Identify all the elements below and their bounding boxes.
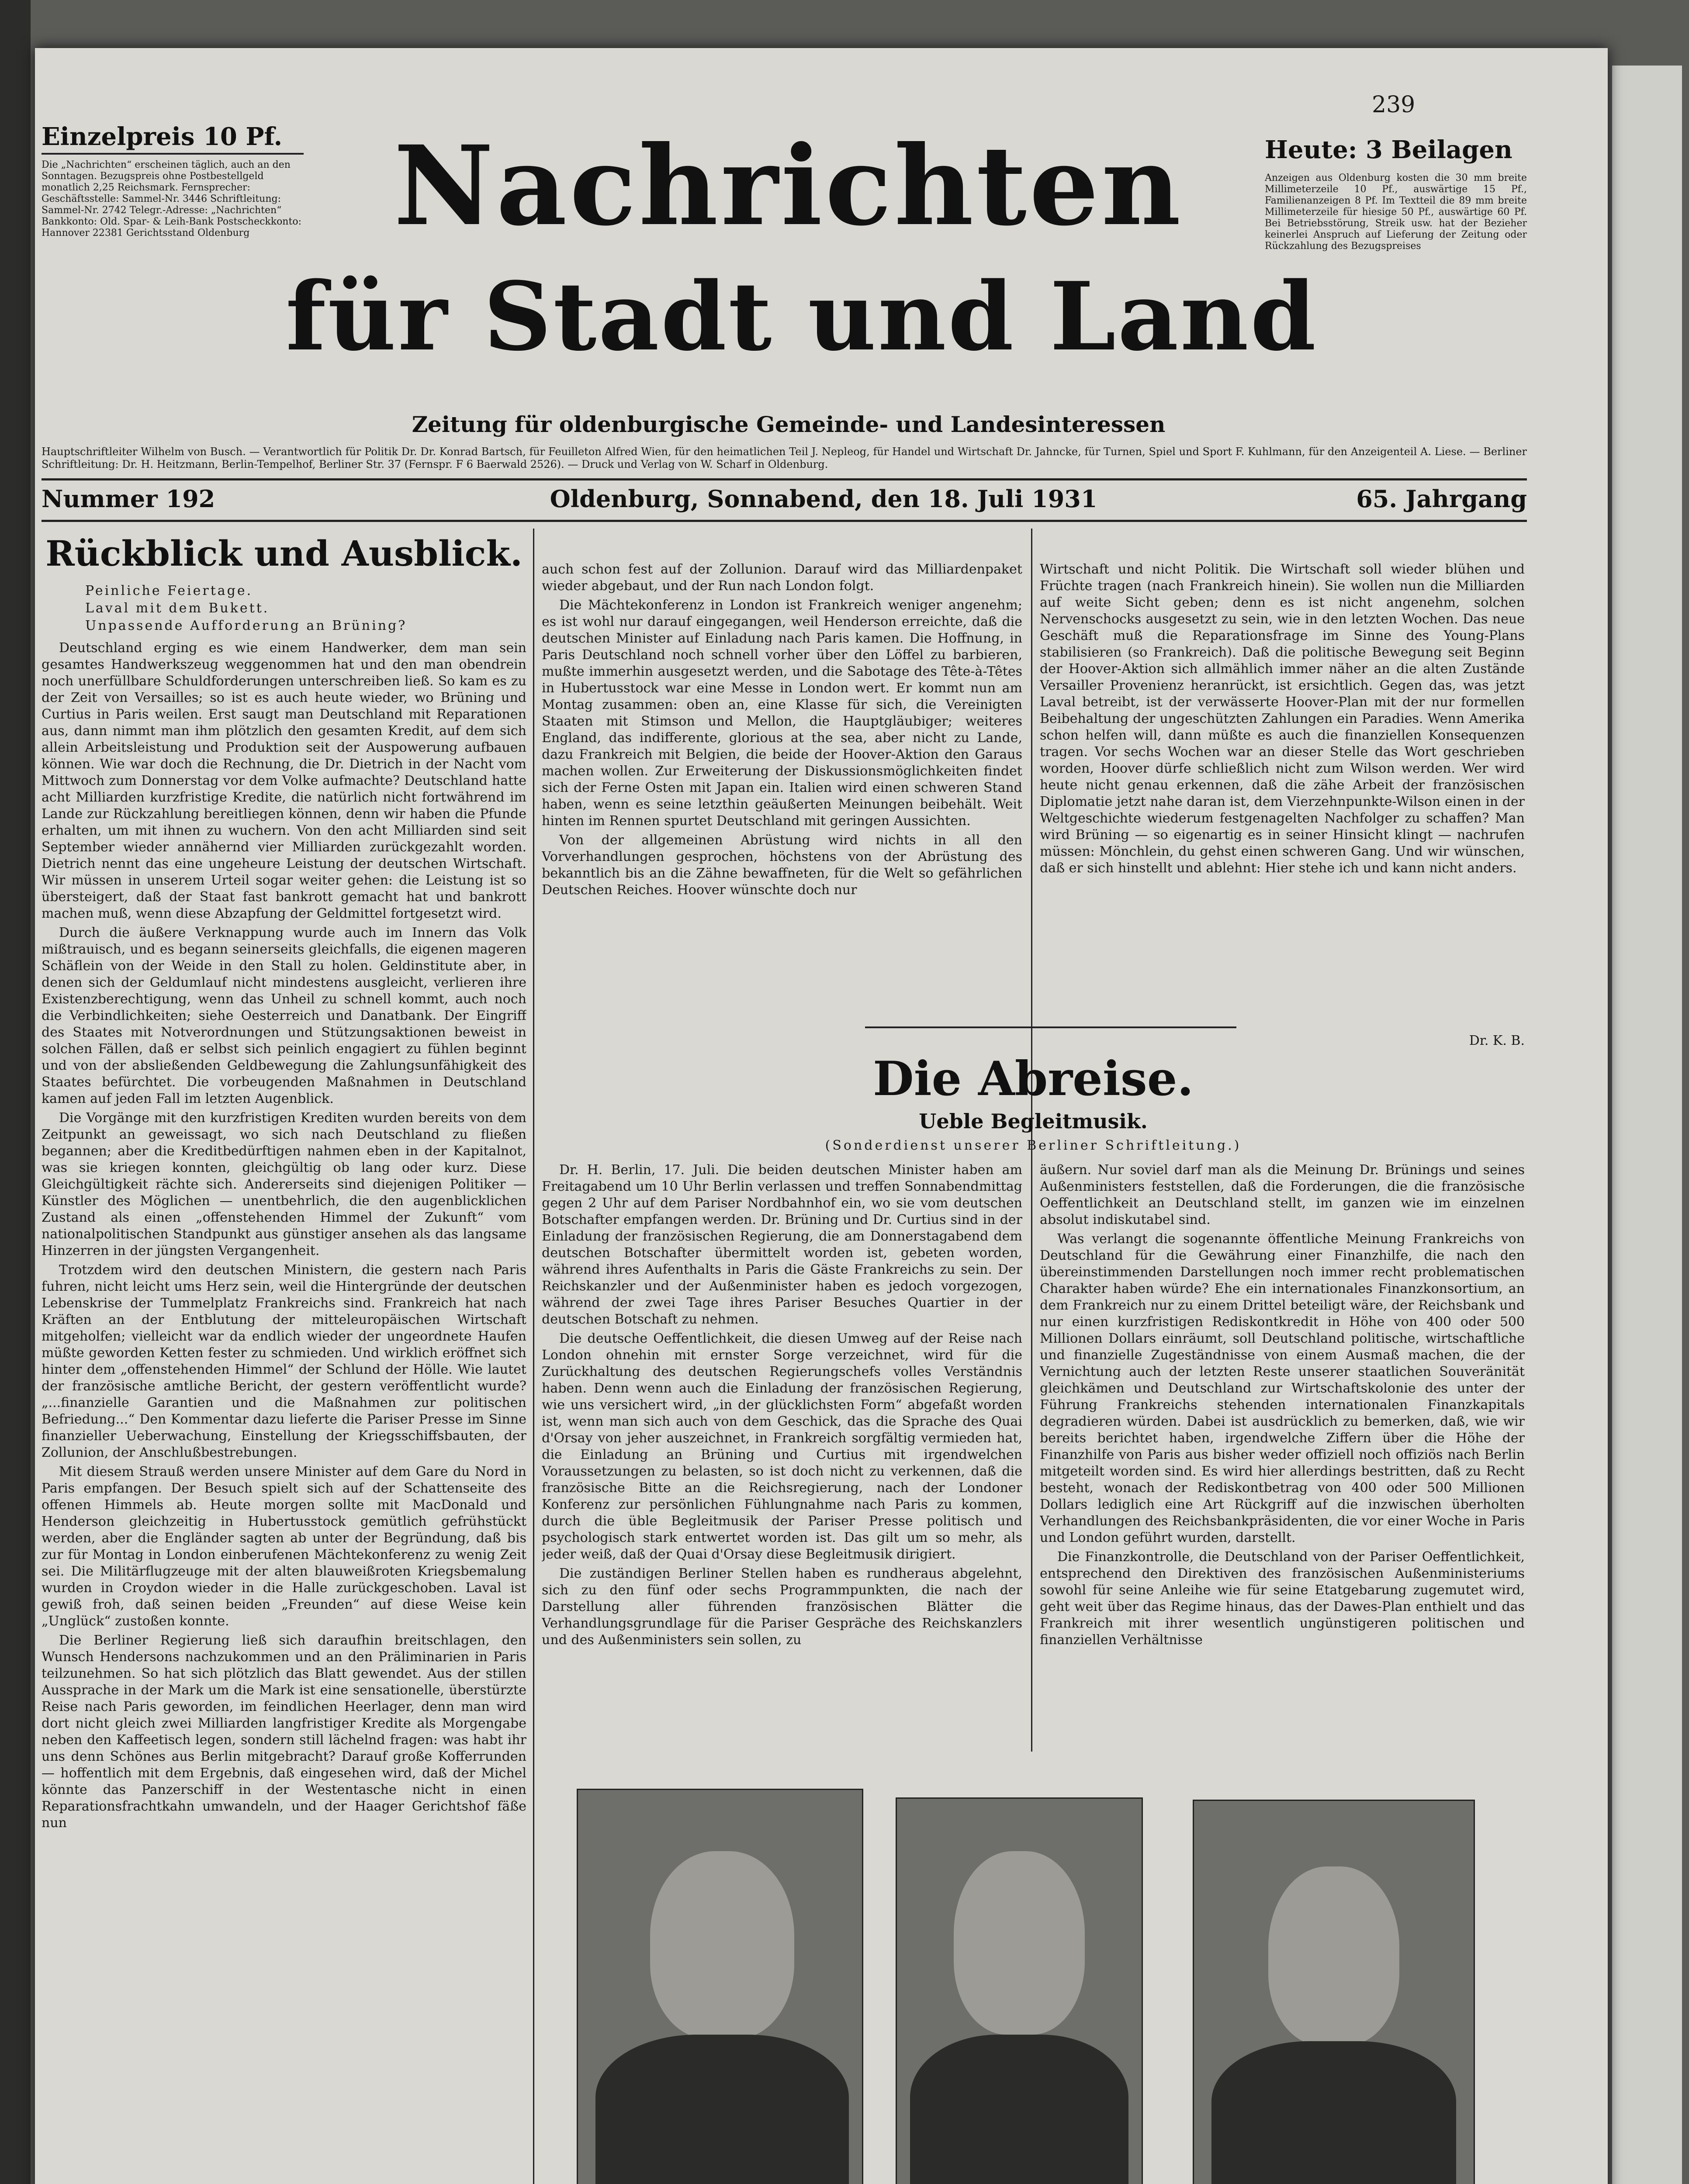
article2-paragraph: Die deutsche Oeffentlichkeit, die diesen Umweg auf der Reise nach London ohnehin mit ernster Sorge verzeichnet, wird für die Zurückhaltung des deutschen Regierungschefs volles Verständnis haben. Denn wenn auch die Einladung der französischen Regierung, wie uns versichert wird, „in der glücklichsten Form“ abgefaßt worden ist, wenn man sich auch von dem Geschick, das die Sprache des Quai d'Orsay von jeher auszeichnet, in Frankreich sorgfältig vermieden hat, die Einladung an Brüning und Curtius mit irgendwelchen Voraussetzungen zu belasten, so ist doch nicht zu verkennen, daß die französische Bitte an die Reichsregierung, nach der Londoner Konferenz zur persönlichen Fühlungnahme nach Paris zu kommen, durch die üble Begleitmusik der Pariser Presse politisch und psychologisch stark entwertet worden ist. Das gilt um so mehr, als jeder weiß, daß der Quai d'Orsay diese Begleitmusik dirigiert. <box>542 1331 1022 1562</box>
article1-paragraph: auch schon fest auf der Zollunion. Darauf wird das Milliardenpaket wieder abgebaut, und der Run nach London folgt. <box>542 562 1022 594</box>
article1-paragraph: Deutschland erging es wie einem Handwerker, dem man sein gesamtes Handwerkszeug weggenommen hat und den man obendrein noch unerfüllbare Schuldforderungen unterschreiben ließ. So kam es zu der Zeit von Versailles; so ist es auch heute wieder, wo Brüning und Curtius in Paris weilen. Erst saugt man Deutschland mit Reparationen aus, dann nimmt man ihm plötzlich den gesamten Kredit, auf dem sich allein Arbeitsleistung und Produktion seit der Auspowerung aufbauen können. Wie war doch die Rechnung, die Dr. Dietrich in der Nacht vom Mittwoch zum Donnerstag vor dem Volke aufmachte? Deutschland hatte acht Milliarden kurzfristige Kredite, die natürlich nicht fortwährend im Lande zur Rückzahlung bereitliegen können, denn wir haben die Pfunde erhalten, um mit ihnen zu wuchern. Von den acht Milliarden sind seit September wieder annähernd vier Milliarden zurückgezahlt worden. Dietrich nennt das eine ungeheure Leistung der deutschen Wirtschaft. Wir müssen in unserem Urteil sogar weiter gehen: die Leistung ist so übersteigert, daß der Staat fast bankrott gemacht hat und bankrott machen muß, wenn diese Abzapfung der Geldmittel fortgesetzt wird. <box>42 640 526 921</box>
issue-rule-top <box>42 478 1527 480</box>
price-underline <box>42 153 304 155</box>
issue-rule-bottom <box>42 520 1527 522</box>
portrait-photo-schaeffer <box>896 1797 1143 2184</box>
supplements-label: Heute: 3 Beilagen <box>1265 135 1512 164</box>
article1-kicker3: Unpassende Aufforderung an Brüning? <box>85 618 407 633</box>
article2-subhead: Ueble Begleitmusik. <box>919 1109 1148 1133</box>
portrait-suit <box>1211 2041 1456 2184</box>
article2-paragraph: Dr. H. Berlin, 17. Juli. Die beiden deutschen Minister haben am Freitagabend um 10 Uhr Berlin verlassen und treffen Sonnabendmittag gegen 2 Uhr auf dem Pariser Nordbahnhof ein, wo sie vom deutschen Botschafter empfangen werden. Dr. Brüning und Dr. Curtius sind in der Einladung der französischen Regierung, die am Donnerstagabend dem deutschen Botschafter übermittelt worden ist, gebeten worden, während ihres Aufenthalts in Paris die Gäste Frankreichs zu sein. Der Reichskanzler und der Außenminister haben es jedoch vorgezogen, während der zwei Tage ihres Pariser Besuches Quartier in der deutschen Botschaft zu nehmen. <box>542 1162 1022 1327</box>
article2-column3 <box>1040 1162 1525 1800</box>
article1-paragraph: Die Mächtekonferenz in London ist Frankreich weniger angenehm; es ist wohl nur darauf eingegangen, weil Henderson erreichte, daß die deutschen Minister auf Einladung nach Paris kamen. Die Hoffnung, in Paris Deutschland noch schnell vorher über den Löffel zu barbieren, mußte immerhin ausgesetzt werden, und die Sabotage des Tête-à-Têtes in Hubertusstock war eine Messe in London wert. Er kommt nun am Montag zusammen: oben an, eine Klasse für sich, die Vereinigten Staaten mit Stimson und Mellon, die Hauptgläubiger; weiteres England, das indifferente, glorious at the sea, aber nicht zu Lande, dazu Frankreich mit Belgien, die beide der Hoover-Aktion den Garaus machen wollen. Zur Erweiterung der Diskussionsmöglichkeiten findet sich der Ferne Osten mit Japan ein. Italien wird einen schweren Stand haben, wenn es seine letzthin geäußerten Meinungen beibehält. Weit hinten im Rennen spurtet Deutschland mit geringen Aussichten. <box>542 598 1022 829</box>
article1-kicker2: Laval mit dem Bukett. <box>85 601 270 616</box>
portrait-face <box>954 1851 1085 2035</box>
article2-separator <box>865 1026 1236 1028</box>
article1-kicker1: Peinliche Feiertage. <box>85 583 253 598</box>
binding-edge <box>0 0 31 2184</box>
newspaper-page <box>35 48 1608 2184</box>
article1-column3 <box>1040 561 1525 1029</box>
article1-paragraph: Mit diesem Strauß werden unsere Minister auf dem Gare du Nord in Paris empfangen. Der Besuch spielt sich auf der Schattenseite des offenen Himmels ab. Heute morgen sollte mit MacDonald und Henderson gleichzeitig in Hubertusstock gemütlich gefrühstückt werden, aber die Engländer sagten ab unter der Begründung, daß bis zur für Montag in London einberufenen Mächtekonferenz zu wenig Zeit sei. Die Militärflugzeuge mit der alten blauweißroten Kriegsbemalung wurden in Croydon wieder in die Halle zurückgeschoben. Laval ist gewiß froh, daß seinen beiden „Freunden“ auf diese Weise kein „Unglück“ zustoßen konnte. <box>42 1464 526 1629</box>
article2-paragraph: äußern. Nur soviel darf man als die Meinung Dr. Brünings und seines Außenministers feststellen, daß die Forderungen, die die französische Oeffentlichkeit an Deutschland stellt, im ganzen wie im einzelnen absolut indiskutabel sind. <box>1040 1162 1525 1227</box>
article1-paragraph: Die Vorgänge mit den kurzfristigen Krediten wurden bereits von dem Zeitpunkt an geweissagt, wo sich nach Deutschland zu fließen begannen; aber die Kreditbedürftigen nahmen eben in der Kapitalnot, was sie kriegen konnten, gleichgültig ob lang oder kurz. Diese Gleichgültigkeit rächte sich. Andererseits sind diejenigen Politiker — Künstler des Möglichen — unentbehrlich, die den augenblicklichen Zustand als einen „offenstehenden Himmel der Zukunft“ vom nationalpolitischen Standpunkt aus günstiger ansehen als das langsame Hinzerren in der jüngsten Vergangenheit. <box>42 1110 526 1258</box>
article1-signature: Dr. K. B. <box>1469 1033 1525 1048</box>
masthead-title-line1: Nachrichten <box>394 121 1184 250</box>
article2-headline: Die Abreise. <box>872 1051 1194 1106</box>
portrait-face <box>1268 1866 1399 2046</box>
portrait-suit <box>910 2035 1128 2184</box>
imprint-line: Hauptschriftleiter Wilhelm von Busch. — Verantwortlich für Politik Dr. Dr. Konrad Bartsch, für Feuilleton Alfred Wien, für den heimatlichen Teil J. Nepleog, für Handel und Wirtschaft Dr. Jahncke, für Turnen, Spiel und Sport F. Kuhlmann, für den Anzeigenteil A. Liese. — Berliner Schriftleitung: Dr. H. Heitzmann, Berlin-Tempelhof, Berliner Str. 37 (Fernspr. F 6 Baerwald 2526). — Druck und Verlag von W. Scharf in Oldenburg. <box>42 446 1527 470</box>
price-label: Einzelpreis 10 Pf. <box>42 122 283 151</box>
masthead-subtitle: Zeitung für oldenburgische Gemeinde- und Landesinteressen <box>412 411 1166 437</box>
portrait-photo-buelow <box>577 1789 863 2184</box>
article2-paragraph: Die Finanzkontrolle, die Deutschland von der Pariser Oeffentlichkeit, entsprechend den Direktiven des französischen Außenministeriums sowohl für seine Anleihe wie für seine Etatgebarung zugemutet wird, geht weit über das Regime hinaus, das der Dawes-Plan enthielt und das Frankreich mit ihrer wesentlich ungünstigeren politischen und finanziellen Verhältnisse <box>1040 1549 1525 1648</box>
article1-paragraph: Durch die äußere Verknappung wurde auch im Innern das Volk mißtrauisch, und es begann seinerseits gleichfalls, die eigenen mageren Schäflein von der Weide in den Stall zu holen. Geldinstitute aber, in denen sich der Geldumlauf nicht mindestens ausgleicht, verlieren ihre Existenzberechtigung, wenn das Unheil zu schnell kommt, auch noch die Verbindlichkeiten; siehe Oesterreich und Danatbank. Der Eingriff des Staates mit Notverordnungen und Stützungsaktionen beweist in solchen Fällen, daß er selbst sich peinlich engagiert zu fühlen beginnt und von der absließenden Geldbewegung die Zahlungsunfähigkeit des Staates befürchtet. Die vorbeugenden Maßnahmen in Deutschland kamen auf jeden Fall im letzten Augenblick. <box>42 925 526 1106</box>
article1-headline: Rückblick und Ausblick. <box>45 533 523 574</box>
article2-paragraph: Die zuständigen Berliner Stellen haben es rundheraus abgelehnt, sich zu den fünf oder sechs Programmpunkten, die nach der Darstellung aller führenden französischen Blätter die Verhandlungsgrundlage für die Pariser Gespräche des Reichskanzlers und des Außenministers sein sollen, zu <box>542 1566 1022 1648</box>
portrait-photo-krosigk <box>1193 1800 1475 2184</box>
page-number: 239 <box>1372 92 1416 118</box>
dateline: Oldenburg, Sonnabend, den 18. Juli 1931 <box>550 485 1097 513</box>
volume: 65. Jahrgang <box>1356 485 1527 513</box>
page-edges <box>1612 66 1682 2184</box>
info-left: Die „Nachrichten“ erscheinen täglich, auch an den Sonntagen. Bezugspreis ohne Postbestellgeld monatlich 2,25 Reichsmark. Fernsprecher: Geschäftsstelle: Sammel-Nr. 3446 Schriftleitung: Sammel-Nr. 2742 Telegr.-Adresse: „Nachrichten“ Bankkonto: Old. Spar- & Leih-Bank Postscheckkonto: Hannover 22381 Gerichtsstand Oldenburg <box>42 159 301 238</box>
article1-column1 <box>42 640 526 2184</box>
article1-column2 <box>542 561 1022 1064</box>
article1-paragraph: Trotzdem wird den deutschen Ministern, die gestern nach Paris fuhren, nicht leicht ums Herz sein, weil die Hintergründe der deutschen Lebenskrise der Tummelplatz Frankreichs sind. Frankreich hat nach Kräften an der Entblutung der mitteleuropäischen Wirtschaft mitgeholfen; vielleicht war da endlich wieder der ungeordnete Haufen müßte geworden Ketten fester zu schmieden. Und wirklich eröffnet sich hinter dem „offenstehenden Himmel“ der Schlund der Hölle. Wie lautet der französische amtliche Bericht, der gestern veröffentlicht wurde? „...finanzielle Garantien und die Maßnahmen zur politischen Befriedung...“ Den Kommentar dazu lieferte die Pariser Presse im Sinne finanzieller Ueberwachung, Einstellung der Kriegsschiffsbauten, der Zollunion, der Anschlußbestrebungen. <box>42 1262 526 1460</box>
article2-byline: (Sonderdienst unserer Berliner Schriftleitung.) <box>825 1138 1242 1153</box>
article2-column2 <box>542 1162 1022 1800</box>
article2-paragraph: Was verlangt die sogenannte öffentliche Meinung Frankreichs von Deutschland für die Gewährung einer Finanzhilfe, die nach den übereinstimmenden Darstellungen noch immer recht problematischen Charakter haben würde? Ehe ein internationales Finanzkonsortium, an dem Frankreich nur zu einem Drittel beteiligt wäre, der Reichsbank und nur einen kurzfristigen Rediskontkredit in Höhe von 400 oder 500 Millionen Dollars einräumt, soll Deutschland politische, wirtschaftliche und finanzielle Zugeständnisse von einem Ausmaß machen, die der Vernichtung auch der letzten Reste unserer staatlichen Souveränität gleichkämen und Deutschland zur Wirtschaftskolonie des unter der Führung Frankreichs stehenden internationalen Finanzkapitals degradieren würden. Dabei ist ausdrücklich zu bemerken, daß, wie wir bereits berichtet haben, irgendwelche Ziffern über die Höhe der Finanzhilfe von Paris aus bisher weder offiziell noch offiziös nach Berlin mitgeteilt worden sind. Es wird hier allerdings bestritten, daß zu Recht besteht, wonach der Rediskontbetrag von 400 oder 500 Millionen Dollars lediglich eine Art Rückgriff auf die inzwischen überholten Verhandlungen des Reichsbankpräsidenten, die vor einer Woche in Paris und London geführt wurden, darstellt. <box>1040 1231 1525 1545</box>
article1-paragraph: Von der allgemeinen Abrüstung wird nichts in all den Vorverhandlungen gesprochen, höchstens von der Abrüstung des bekanntlich bis an die Zähne bewaffneten, für die Welt so gefährlichen Deutschen Reiches. Hoover wünschte doch nur <box>542 833 1022 898</box>
article1-paragraph: Wirtschaft und nicht Politik. Die Wirtschaft soll wieder blühen und Früchte tragen (nach Frankreich hinein). Sie wollen nun die Milliarden auf weite Sicht geben; denn es ist nicht angenehm, solchen Nervenschocks ausgesetzt zu sein, wie in den letzten Wochen. Das neue Geschäft muß die Reparationsfrage im Sinne des Young-Plans stabilisieren (so Frankreich). Daß die politische Bewegung seit Beginn der Hoover-Aktion sich allmählich immer näher an die alten Zustände Versailler Provenienz heranrückt, ist ersichtlich. Gegen das, was jetzt Laval betreibt, ist der verwässerte Hoover-Plan mit der nur formellen Beibehaltung der ungeschützten Zahlungen ein Paradies. Wenn Amerika schon helfen will, dann müßte es auch die finanziellen Konsequenzen tragen. Vor sechs Wochen war an dieser Stelle das Wort geschrieben worden, Hoover dürfe schließlich nicht zum Wilson werden. Wer wird heute nicht genau erkennen, daß die zähe Arbeit der französischen Diplomatie jetzt nahe daran ist, dem Vierzehnpunkte-Wilson einen in der Weltgeschichte wiederum festgenagelten Nachfolger zu schaffen? Man wird Brüning — so eigenartig es in seiner Hinsicht klingt — nachrufen müssen: Mönchlein, du gehst einen schweren Gang. Und wir wünschen, daß er sich hinstellt und ablehnt: Hier stehe ich und kann nicht anders. <box>1040 562 1525 876</box>
portrait-face <box>650 1851 794 2039</box>
info-right: Anzeigen aus Oldenburg kosten die 30 mm breite Millimeterzeile 10 Pf., auswärtige 15 Pf., Familienanzeigen 8 Pf. Im Textteil die 89 mm breite Millimeterzeile für hiesige 50 Pf., auswärtige 60 Pf. Bei Betriebsstörung, Streik usw. hat der Bezieher keinerlei Anspruch auf Lieferung der Zeitung oder Rückzahlung des Bezugspreises <box>1265 173 1527 252</box>
masthead-title-line2: für Stadt und Land <box>285 261 1318 372</box>
article1-paragraph: Die Berliner Regierung ließ sich daraufhin breitschlagen, den Wunsch Hendersons nachzukommen und an den Präliminarien in Paris teilzunehmen. So hat sich plötzlich das Blatt gewendet. Aus der stillen Aussprache in der Mark um die Mark ist eine sensationelle, überstürzte Reise nach Paris geworden, im feindlichen Heerlager, denn man wird dort nicht gleich zwei Milliarden langfristiger Kredite als Morgengabe neben den Kaffeetisch legen, sondern still lächelnd fragen: was habt ihr uns denn Schönes aus Berlin mitgebracht? Darauf große Kofferrunden — hoffentlich mit dem Ergebnis, daß eingesehen wird, daß der Michel könnte das Panzerschiff in der Westentasche nicht in einen Reparationsfrachtkahn umwandeln, und der Haager Gerichtshof fäße nun <box>42 1633 526 1831</box>
column-rule-1 <box>533 529 534 2184</box>
portrait-suit <box>595 2035 849 2184</box>
issue-number: Nummer 192 <box>42 485 215 513</box>
